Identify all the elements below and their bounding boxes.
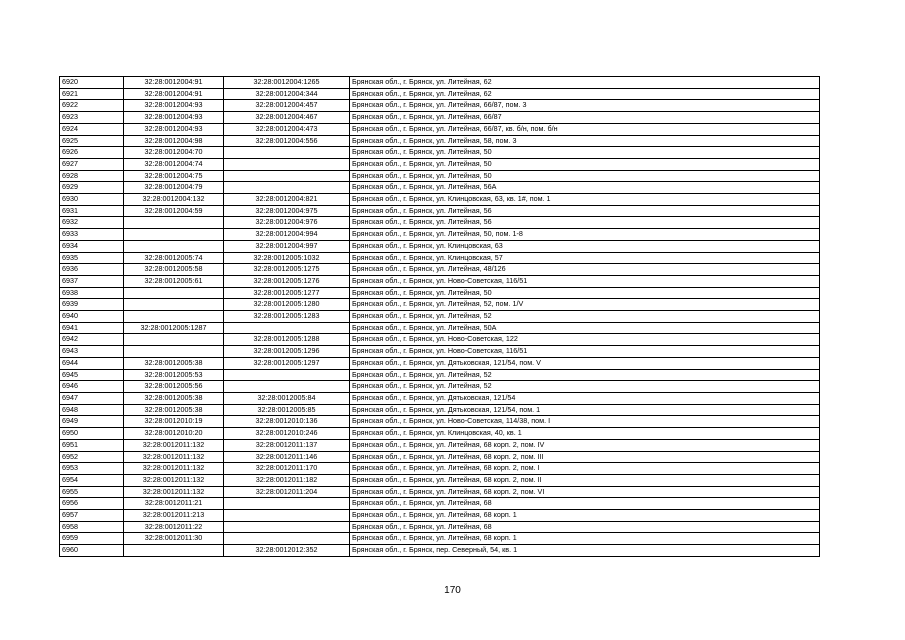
table-row bbox=[60, 182, 820, 194]
row-number-cell: 6956 bbox=[60, 498, 124, 510]
cadastral-number-cell: 32:28:0012004:457 bbox=[224, 100, 350, 112]
table-row bbox=[60, 381, 820, 393]
cadastral-number-cell: 32:28:0012004:994 bbox=[224, 229, 350, 241]
quarter-number-cell: 32:28:0012011:213 bbox=[124, 510, 224, 522]
cadastral-number-cell bbox=[224, 521, 350, 533]
row-number-cell: 6949 bbox=[60, 416, 124, 428]
row-number-cell: 6937 bbox=[60, 275, 124, 287]
quarter-number-cell bbox=[124, 334, 224, 346]
table-row bbox=[60, 100, 820, 112]
quarter-number-cell bbox=[124, 240, 224, 252]
address-cell: Брянская обл., г. Брянск, ул. Клинцовская, 57 bbox=[350, 252, 820, 264]
cadastral-number-cell bbox=[224, 510, 350, 522]
quarter-number-cell: 32:28:0012004:79 bbox=[124, 182, 224, 194]
address-cell: Брянская обл., г. Брянск, пер. Северный, 54, кв. 1 bbox=[350, 545, 820, 557]
table-row bbox=[60, 240, 820, 252]
table-row bbox=[60, 404, 820, 416]
row-number-cell: 6931 bbox=[60, 205, 124, 217]
address-cell: Брянская обл., г. Брянск, ул. Ново-Советская, 116/51 bbox=[350, 275, 820, 287]
table-row bbox=[60, 545, 820, 557]
row-number-cell: 6944 bbox=[60, 357, 124, 369]
registry-table bbox=[59, 76, 820, 557]
row-number-cell: 6953 bbox=[60, 463, 124, 475]
table-row bbox=[60, 229, 820, 241]
quarter-number-cell: 32:28:0012005:58 bbox=[124, 264, 224, 276]
cadastral-number-cell: 32:28:0012005:1277 bbox=[224, 287, 350, 299]
quarter-number-cell: 32:28:0012004:59 bbox=[124, 205, 224, 217]
address-cell: Брянская обл., г. Брянск, ул. Литейная, 48/126 bbox=[350, 264, 820, 276]
quarter-number-cell: 32:28:0012004:93 bbox=[124, 123, 224, 135]
cadastral-number-cell: 32:28:0012010:246 bbox=[224, 428, 350, 440]
row-number-cell: 6927 bbox=[60, 158, 124, 170]
row-number-cell: 6930 bbox=[60, 194, 124, 206]
address-cell: Брянская обл., г. Брянск, ул. Литейная, 52, пом. 1/V bbox=[350, 299, 820, 311]
quarter-number-cell: 32:28:0012005:53 bbox=[124, 369, 224, 381]
row-number-cell: 6942 bbox=[60, 334, 124, 346]
row-number-cell: 6947 bbox=[60, 392, 124, 404]
table-row bbox=[60, 264, 820, 276]
address-cell: Брянская обл., г. Брянск, ул. Клинцовская, 40, кв. 1 bbox=[350, 428, 820, 440]
cadastral-number-cell: 32:28:0012004:821 bbox=[224, 194, 350, 206]
table-row bbox=[60, 88, 820, 100]
table-row bbox=[60, 463, 820, 475]
quarter-number-cell: 32:28:0012011:21 bbox=[124, 498, 224, 510]
table-row bbox=[60, 474, 820, 486]
address-cell: Брянская обл., г. Брянск, ул. Литейная, 66/87, пом. 3 bbox=[350, 100, 820, 112]
row-number-cell: 6924 bbox=[60, 123, 124, 135]
row-number-cell: 6952 bbox=[60, 451, 124, 463]
table-row bbox=[60, 158, 820, 170]
quarter-number-cell: 32:28:0012004:91 bbox=[124, 77, 224, 89]
address-cell: Брянская обл., г. Брянск, ул. Литейная, 52 bbox=[350, 311, 820, 323]
cadastral-number-cell bbox=[224, 322, 350, 334]
address-cell: Брянская обл., г. Брянск, ул. Литейная, 68 корп. 2, пом. II bbox=[350, 474, 820, 486]
registry-table-body bbox=[60, 77, 820, 557]
cadastral-number-cell: 32:28:0012011:137 bbox=[224, 439, 350, 451]
row-number-cell: 6946 bbox=[60, 381, 124, 393]
quarter-number-cell: 32:28:0012004:91 bbox=[124, 88, 224, 100]
table-row bbox=[60, 135, 820, 147]
address-cell: Брянская обл., г. Брянск, ул. Дятьковская, 121/54, пом. V bbox=[350, 357, 820, 369]
quarter-number-cell: 32:28:0012005:38 bbox=[124, 357, 224, 369]
cadastral-number-cell: 32:28:0012011:170 bbox=[224, 463, 350, 475]
table-row bbox=[60, 287, 820, 299]
row-number-cell: 6933 bbox=[60, 229, 124, 241]
quarter-number-cell: 32:28:0012005:1287 bbox=[124, 322, 224, 334]
row-number-cell: 6926 bbox=[60, 147, 124, 159]
cadastral-number-cell: 32:28:0012004:975 bbox=[224, 205, 350, 217]
quarter-number-cell: 32:28:0012011:132 bbox=[124, 486, 224, 498]
quarter-number-cell: 32:28:0012004:93 bbox=[124, 100, 224, 112]
quarter-number-cell bbox=[124, 299, 224, 311]
table-row bbox=[60, 112, 820, 124]
row-number-cell: 6954 bbox=[60, 474, 124, 486]
row-number-cell: 6920 bbox=[60, 77, 124, 89]
cadastral-number-cell: 32:28:0012005:1296 bbox=[224, 346, 350, 358]
cadastral-number-cell: 32:28:0012005:1280 bbox=[224, 299, 350, 311]
row-number-cell: 6940 bbox=[60, 311, 124, 323]
cadastral-number-cell: 32:28:0012004:473 bbox=[224, 123, 350, 135]
address-cell: Брянская обл., г. Брянск, ул. Литейная, 68 корп. 2, пом. VI bbox=[350, 486, 820, 498]
cadastral-number-cell: 32:28:0012005:1283 bbox=[224, 311, 350, 323]
table-row bbox=[60, 357, 820, 369]
cadastral-number-cell bbox=[224, 498, 350, 510]
address-cell: Брянская обл., г. Брянск, ул. Литейная, 66/87, кв. б/н, пом. б/н bbox=[350, 123, 820, 135]
address-cell: Брянская обл., г. Брянск, ул. Литейная, 50 bbox=[350, 158, 820, 170]
quarter-number-cell: 32:28:0012011:22 bbox=[124, 521, 224, 533]
table-row bbox=[60, 392, 820, 404]
quarter-number-cell: 32:28:0012011:132 bbox=[124, 474, 224, 486]
table-row bbox=[60, 123, 820, 135]
row-number-cell: 6960 bbox=[60, 545, 124, 557]
address-cell: Брянская обл., г. Брянск, ул. Литейная, 50А bbox=[350, 322, 820, 334]
table-row bbox=[60, 217, 820, 229]
cadastral-number-cell: 32:28:0012005:1297 bbox=[224, 357, 350, 369]
row-number-cell: 6922 bbox=[60, 100, 124, 112]
table-row bbox=[60, 170, 820, 182]
table-row bbox=[60, 369, 820, 381]
row-number-cell: 6935 bbox=[60, 252, 124, 264]
address-cell: Брянская обл., г. Брянск, ул. Литейная, 66/87 bbox=[350, 112, 820, 124]
row-number-cell: 6928 bbox=[60, 170, 124, 182]
quarter-number-cell: 32:28:0012005:61 bbox=[124, 275, 224, 287]
table-row bbox=[60, 510, 820, 522]
address-cell: Брянская обл., г. Брянск, ул. Литейная, 52 bbox=[350, 381, 820, 393]
row-number-cell: 6958 bbox=[60, 521, 124, 533]
row-number-cell: 6939 bbox=[60, 299, 124, 311]
quarter-number-cell: 32:28:0012004:132 bbox=[124, 194, 224, 206]
table-row bbox=[60, 533, 820, 545]
table-row bbox=[60, 498, 820, 510]
address-cell: Брянская обл., г. Брянск, ул. Литейная, 52 bbox=[350, 369, 820, 381]
table-row bbox=[60, 252, 820, 264]
quarter-number-cell bbox=[124, 346, 224, 358]
quarter-number-cell: 32:28:0012004:93 bbox=[124, 112, 224, 124]
row-number-cell: 6921 bbox=[60, 88, 124, 100]
address-cell: Брянская обл., г. Брянск, ул. Литейная, 62 bbox=[350, 88, 820, 100]
address-cell: Брянская обл., г. Брянск, ул. Литейная, 56 bbox=[350, 205, 820, 217]
cadastral-number-cell: 32:28:0012004:997 bbox=[224, 240, 350, 252]
row-number-cell: 6929 bbox=[60, 182, 124, 194]
cadastral-number-cell: 32:28:0012011:182 bbox=[224, 474, 350, 486]
cadastral-number-cell: 32:28:0012004:344 bbox=[224, 88, 350, 100]
row-number-cell: 6932 bbox=[60, 217, 124, 229]
address-cell: Брянская обл., г. Брянск, ул. Ново-Советская, 116/51 bbox=[350, 346, 820, 358]
address-cell: Брянская обл., г. Брянск, ул. Литейная, 68 корп. 1 bbox=[350, 533, 820, 545]
table-row bbox=[60, 77, 820, 89]
quarter-number-cell: 32:28:0012005:74 bbox=[124, 252, 224, 264]
table-row bbox=[60, 311, 820, 323]
quarter-number-cell: 32:28:0012010:19 bbox=[124, 416, 224, 428]
quarter-number-cell bbox=[124, 287, 224, 299]
quarter-number-cell: 32:28:0012005:38 bbox=[124, 404, 224, 416]
table-row bbox=[60, 147, 820, 159]
quarter-number-cell bbox=[124, 229, 224, 241]
row-number-cell: 6948 bbox=[60, 404, 124, 416]
row-number-cell: 6951 bbox=[60, 439, 124, 451]
quarter-number-cell bbox=[124, 311, 224, 323]
quarter-number-cell: 32:28:0012004:75 bbox=[124, 170, 224, 182]
quarter-number-cell: 32:28:0012011:132 bbox=[124, 439, 224, 451]
address-cell: Брянская обл., г. Брянск, ул. Литейная, 68 корп. 2, пом. IV bbox=[350, 439, 820, 451]
row-number-cell: 6925 bbox=[60, 135, 124, 147]
quarter-number-cell: 32:28:0012011:30 bbox=[124, 533, 224, 545]
table-row bbox=[60, 299, 820, 311]
address-cell: Брянская обл., г. Брянск, ул. Литейная, 62 bbox=[350, 77, 820, 89]
address-cell: Брянская обл., г. Брянск, ул. Литейная, 68 корп. 1 bbox=[350, 510, 820, 522]
cadastral-number-cell: 32:28:0012005:1288 bbox=[224, 334, 350, 346]
address-cell: Брянская обл., г. Брянск, ул. Литейная, 68 bbox=[350, 498, 820, 510]
cadastral-number-cell: 32:28:0012004:556 bbox=[224, 135, 350, 147]
page-number: 170 bbox=[444, 585, 461, 596]
table-row bbox=[60, 416, 820, 428]
cadastral-number-cell bbox=[224, 158, 350, 170]
address-cell: Брянская обл., г. Брянск, ул. Литейная, 68 bbox=[350, 521, 820, 533]
quarter-number-cell bbox=[124, 545, 224, 557]
quarter-number-cell: 32:28:0012010:20 bbox=[124, 428, 224, 440]
row-number-cell: 6955 bbox=[60, 486, 124, 498]
address-cell: Брянская обл., г. Брянск, ул. Дятьковская, 121/54, пом. 1 bbox=[350, 404, 820, 416]
address-cell: Брянская обл., г. Брянск, ул. Литейная, 56А bbox=[350, 182, 820, 194]
quarter-number-cell: 32:28:0012004:98 bbox=[124, 135, 224, 147]
quarter-number-cell: 32:28:0012005:38 bbox=[124, 392, 224, 404]
row-number-cell: 6938 bbox=[60, 287, 124, 299]
row-number-cell: 6950 bbox=[60, 428, 124, 440]
cadastral-number-cell bbox=[224, 381, 350, 393]
table-row bbox=[60, 439, 820, 451]
row-number-cell: 6923 bbox=[60, 112, 124, 124]
cadastral-number-cell bbox=[224, 533, 350, 545]
table-row bbox=[60, 194, 820, 206]
address-cell: Брянская обл., г. Брянск, ул. Литейная, 50, пом. 1-8 bbox=[350, 229, 820, 241]
table-row bbox=[60, 205, 820, 217]
address-cell: Брянская обл., г. Брянск, ул. Ново-Советская, 114/38, пом. I bbox=[350, 416, 820, 428]
cadastral-number-cell bbox=[224, 147, 350, 159]
cadastral-number-cell: 32:28:0012005:85 bbox=[224, 404, 350, 416]
table-row bbox=[60, 428, 820, 440]
address-cell: Брянская обл., г. Брянск, ул. Литейная, 50 bbox=[350, 287, 820, 299]
address-cell: Брянская обл., г. Брянск, ул. Литейная, 50 bbox=[350, 170, 820, 182]
cadastral-number-cell: 32:28:0012004:467 bbox=[224, 112, 350, 124]
address-cell: Брянская обл., г. Брянск, ул. Дятьковская, 121/54 bbox=[350, 392, 820, 404]
cadastral-number-cell: 32:28:0012004:976 bbox=[224, 217, 350, 229]
cadastral-number-cell: 32:28:0012005:84 bbox=[224, 392, 350, 404]
quarter-number-cell: 32:28:0012004:70 bbox=[124, 147, 224, 159]
row-number-cell: 6945 bbox=[60, 369, 124, 381]
address-cell: Брянская обл., г. Брянск, ул. Литейная, 50 bbox=[350, 147, 820, 159]
address-cell: Брянская обл., г. Брянск, ул. Ново-Советская, 122 bbox=[350, 334, 820, 346]
table-row bbox=[60, 486, 820, 498]
table-row bbox=[60, 346, 820, 358]
address-cell: Брянская обл., г. Брянск, ул. Литейная, 68 корп. 2, пом. I bbox=[350, 463, 820, 475]
cadastral-number-cell: 32:28:0012012:352 bbox=[224, 545, 350, 557]
row-number-cell: 6943 bbox=[60, 346, 124, 358]
row-number-cell: 6934 bbox=[60, 240, 124, 252]
quarter-number-cell bbox=[124, 217, 224, 229]
cadastral-number-cell: 32:28:0012010:136 bbox=[224, 416, 350, 428]
address-cell: Брянская обл., г. Брянск, ул. Клинцовская, 63, кв. 1#, пом. 1 bbox=[350, 194, 820, 206]
quarter-number-cell: 32:28:0012011:132 bbox=[124, 463, 224, 475]
table-row bbox=[60, 451, 820, 463]
cadastral-number-cell: 32:28:0012005:1276 bbox=[224, 275, 350, 287]
quarter-number-cell: 32:28:0012005:56 bbox=[124, 381, 224, 393]
quarter-number-cell: 32:28:0012011:132 bbox=[124, 451, 224, 463]
address-cell: Брянская обл., г. Брянск, ул. Литейная, 56 bbox=[350, 217, 820, 229]
row-number-cell: 6959 bbox=[60, 533, 124, 545]
cadastral-number-cell bbox=[224, 182, 350, 194]
address-cell: Брянская обл., г. Брянск, ул. Клинцовская, 63 bbox=[350, 240, 820, 252]
cadastral-number-cell bbox=[224, 170, 350, 182]
table-row bbox=[60, 275, 820, 287]
table-row bbox=[60, 322, 820, 334]
quarter-number-cell: 32:28:0012004:74 bbox=[124, 158, 224, 170]
row-number-cell: 6941 bbox=[60, 322, 124, 334]
row-number-cell: 6936 bbox=[60, 264, 124, 276]
cadastral-number-cell: 32:28:0012004:1265 bbox=[224, 77, 350, 89]
cadastral-number-cell: 32:28:0012005:1032 bbox=[224, 252, 350, 264]
row-number-cell: 6957 bbox=[60, 510, 124, 522]
cadastral-number-cell: 32:28:0012005:1275 bbox=[224, 264, 350, 276]
cadastral-number-cell bbox=[224, 369, 350, 381]
table-row bbox=[60, 334, 820, 346]
address-cell: Брянская обл., г. Брянск, ул. Литейная, 58, пом. 3 bbox=[350, 135, 820, 147]
cadastral-number-cell: 32:28:0012011:146 bbox=[224, 451, 350, 463]
address-cell: Брянская обл., г. Брянск, ул. Литейная, 68 корп. 2, пом. III bbox=[350, 451, 820, 463]
cadastral-number-cell: 32:28:0012011:204 bbox=[224, 486, 350, 498]
table-row bbox=[60, 521, 820, 533]
